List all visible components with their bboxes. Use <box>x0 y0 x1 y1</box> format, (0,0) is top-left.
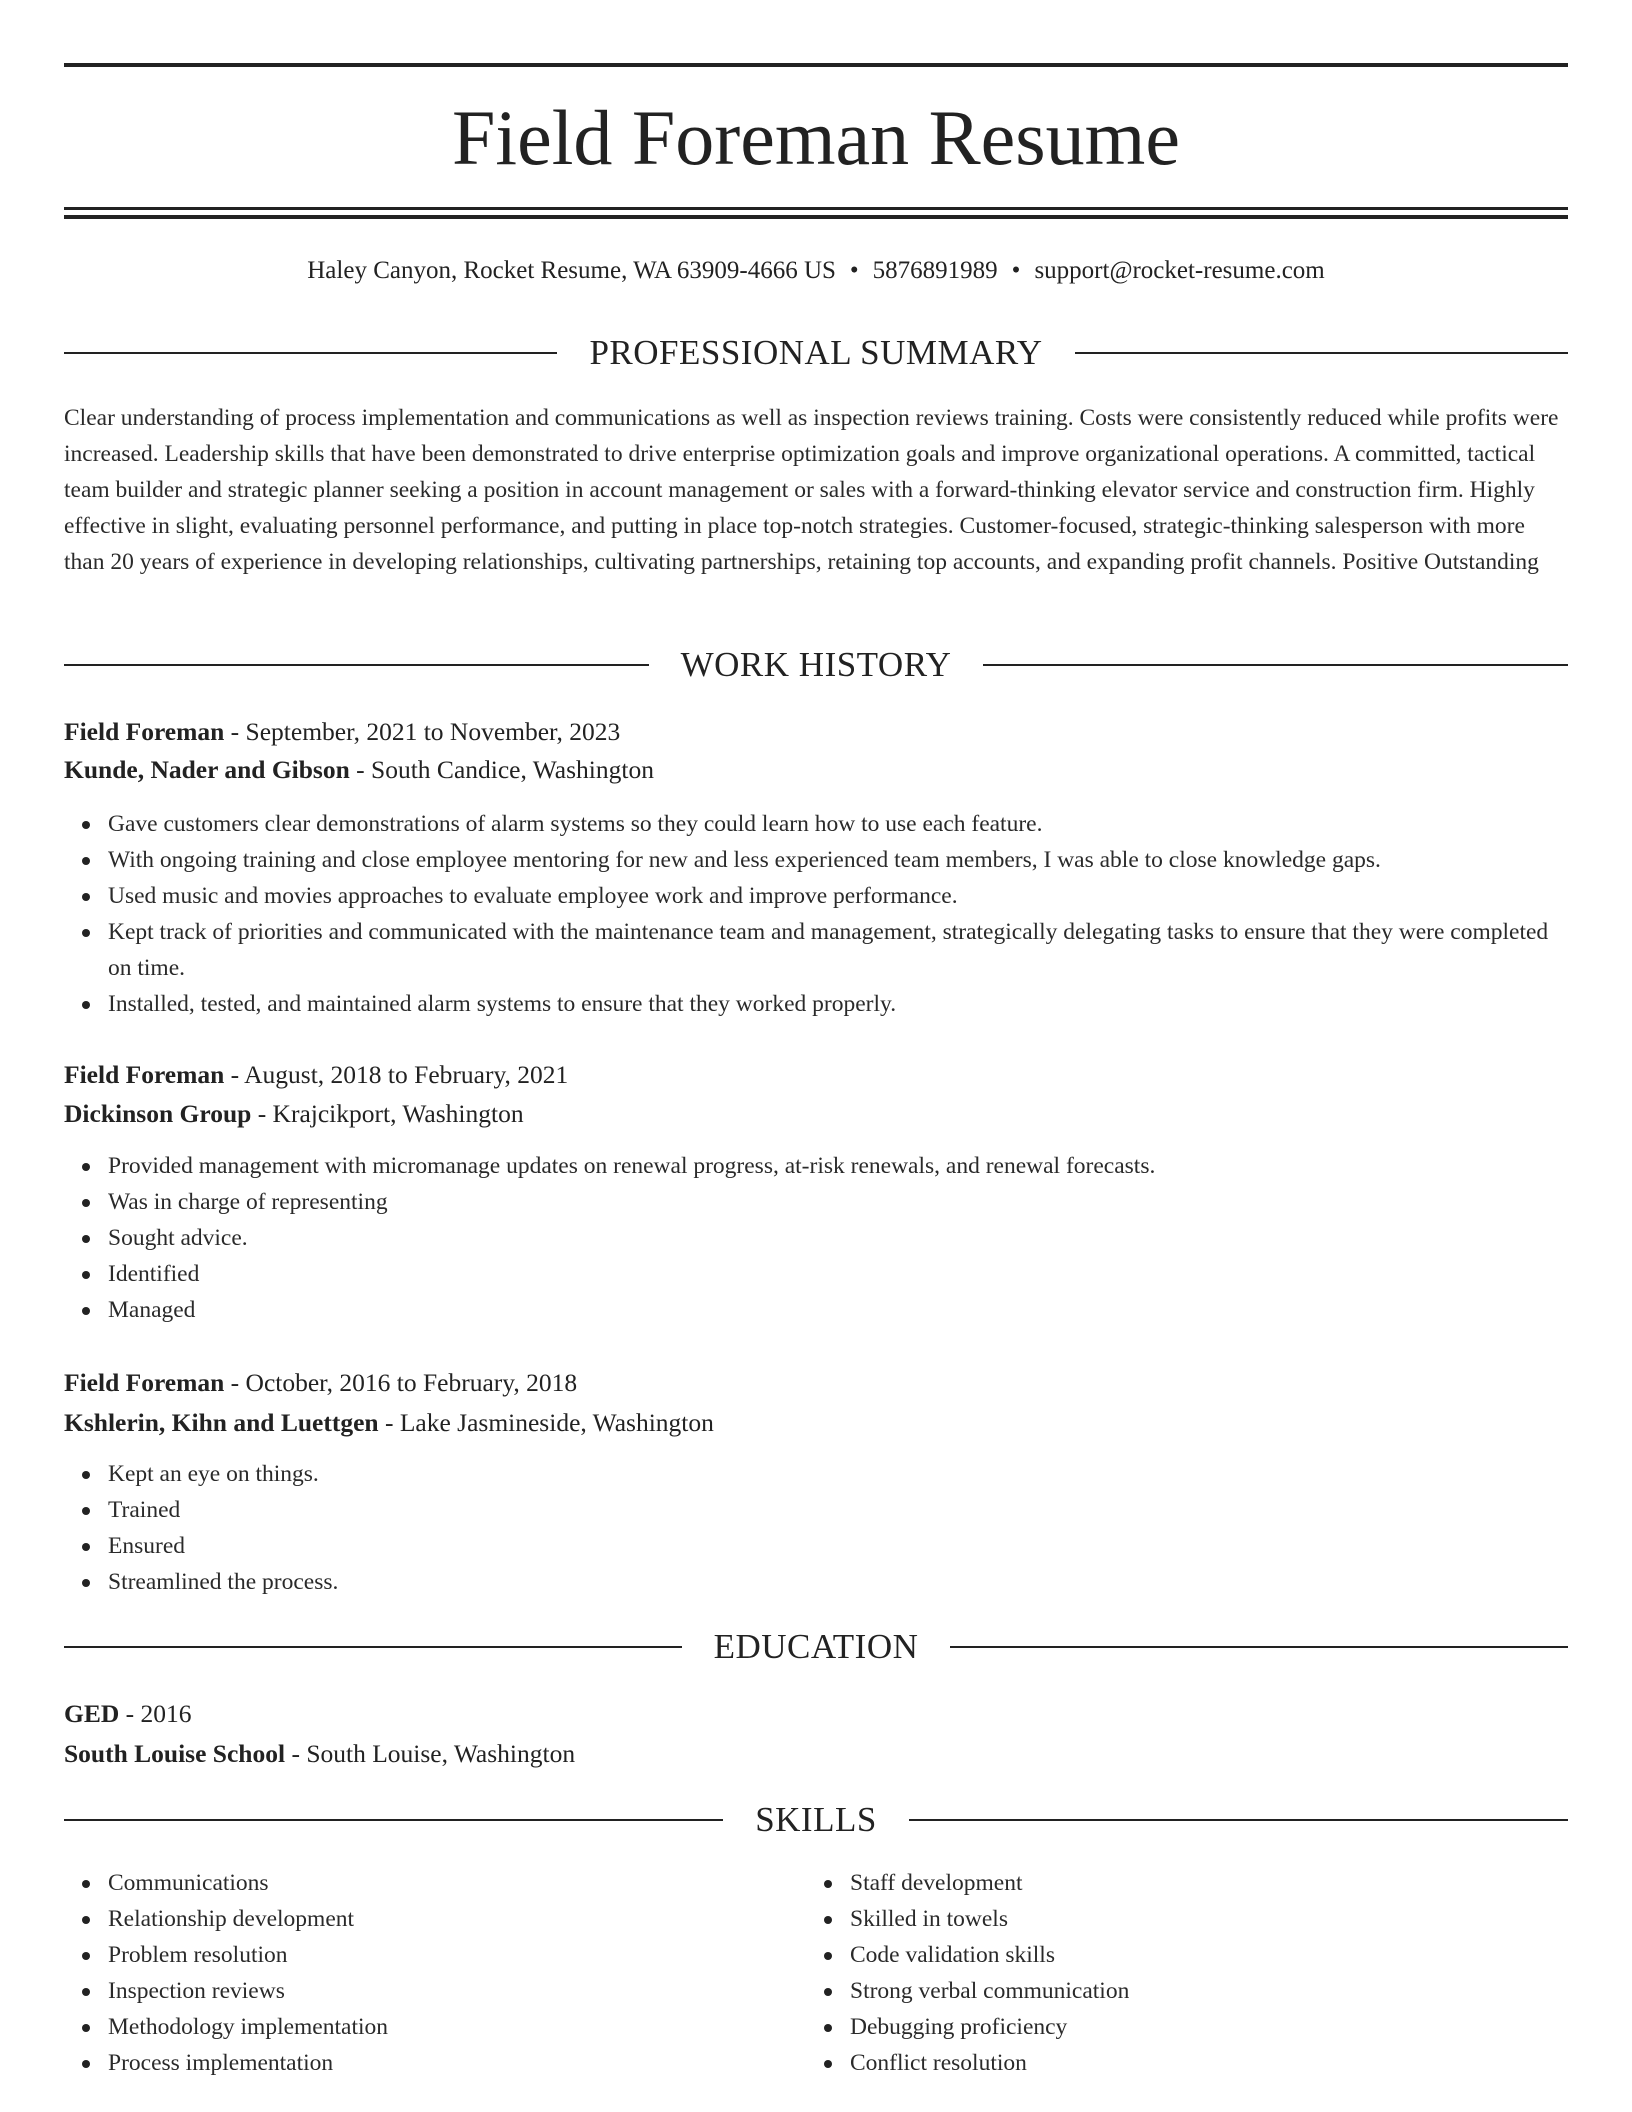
heading-rule <box>64 664 649 666</box>
education-year: - 2016 <box>119 1699 192 1728</box>
heading-rule <box>1075 352 1568 354</box>
job-company-line <box>64 752 1568 788</box>
education-school-line <box>64 1736 1568 1772</box>
job-title: Field Foreman <box>64 1060 225 1089</box>
education-school: South Louise School <box>64 1739 286 1768</box>
title-rule-upper <box>64 207 1568 210</box>
skill-item: Skilled in towels <box>806 1901 1632 1937</box>
education-degree: GED <box>64 1699 120 1728</box>
summary-paragraph: Clear understanding of process implementation and communications as well as inspection reviews training. Costs were consistently reduced while profits were increased. Leadership skills that have been demonstrated to drive enterprise optimization goals and improve organizational operations. A committed, tactical team builder and strategic planner seeking a position in account management or sales with a forward-thinking elevator service and construction firm. Highly effective in slight, evaluating personnel performance, and putting in place top-notch strategies. Customer-focused, strategic-thinking salesperson with more than 20 years of experience in developing relationships, cultivating partnerships, retaining top accounts, and expanding profit channels. Positive Outstanding <box>64 405 1559 575</box>
job-title: Field Foreman <box>64 1368 225 1397</box>
job-location: - Lake Jasmineside, Washington <box>378 1408 714 1437</box>
job-bullets <box>64 806 1568 1022</box>
skill-item: Methodology implementation <box>64 2009 1568 2045</box>
heading-rule <box>64 1819 723 1821</box>
job-title-line <box>64 1057 1568 1093</box>
job-bullets <box>64 1148 1568 1328</box>
education-degree-line <box>64 1696 1568 1732</box>
job-location: - South Candice, Washington <box>349 755 654 784</box>
heading-rule <box>950 1646 1568 1648</box>
section-heading-skills <box>64 1800 1568 1840</box>
job-company-line <box>64 1096 1568 1132</box>
list-item: Managed <box>64 1292 1568 1328</box>
skill-item: Code validation skills <box>806 1937 1632 1973</box>
list-item: With ongoing training and close employee mentoring for new and less experienced team members, I was able to close knowledge gaps. <box>64 842 1568 878</box>
section-title: EDUCATION <box>713 1627 919 1666</box>
job-company-line <box>64 1405 1568 1441</box>
section-title: PROFESSIONAL SUMMARY <box>589 333 1043 372</box>
list-item: Kept an eye on things. <box>64 1456 1568 1492</box>
list-item: Trained <box>64 1492 1568 1528</box>
skill-item: Staff development <box>806 1865 1632 1901</box>
title-rule-lower <box>64 215 1568 219</box>
contact-line <box>64 253 1568 289</box>
list-item: Identified <box>64 1256 1568 1292</box>
skill-item: Process implementation <box>64 2045 1568 2081</box>
job-dates: - August, 2018 to February, 2021 <box>224 1060 569 1089</box>
education-location: - South Louise, Washington <box>285 1739 576 1768</box>
job-company: Kshlerin, Kihn and Luettgen <box>64 1408 379 1437</box>
job-title: Field Foreman <box>64 717 225 746</box>
skill-item: Conflict resolution <box>806 2045 1632 2081</box>
job-dates: - September, 2021 to November, 2023 <box>224 717 621 746</box>
contact-separator: • <box>849 257 859 284</box>
section-heading-education <box>64 1627 1568 1667</box>
list-item: Was in charge of representing <box>64 1184 1568 1220</box>
job-title-line <box>64 1365 1568 1401</box>
section-heading-work-history <box>64 645 1568 685</box>
contact-email: support@rocket-resume.com <box>1034 257 1325 284</box>
list-item: Sought advice. <box>64 1220 1568 1256</box>
heading-rule <box>64 1646 682 1648</box>
list-item: Ensured <box>64 1528 1568 1564</box>
skill-item: Strong verbal communication <box>806 1973 1632 2009</box>
heading-rule <box>64 352 557 354</box>
job-company: Kunde, Nader and Gibson <box>64 755 350 784</box>
section-title: WORK HISTORY <box>680 645 952 684</box>
list-item: Installed, tested, and maintained alarm systems to ensure that they worked properly. <box>64 986 1568 1022</box>
section-title: SKILLS <box>755 1800 877 1839</box>
skill-item: Inspection reviews <box>64 1973 1568 2009</box>
skill-item: Debugging proficiency <box>806 2009 1632 2045</box>
list-item: Streamlined the process. <box>64 1564 1568 1600</box>
top-rule <box>64 63 1568 67</box>
contact-separator: • <box>1011 257 1021 284</box>
list-item: Gave customers clear demonstrations of alarm systems so they could learn how to use each feature. <box>64 806 1568 842</box>
job-location: - Krajcikport, Washington <box>251 1099 524 1128</box>
job-bullets <box>64 1456 1568 1600</box>
heading-rule <box>983 664 1568 666</box>
section-heading-summary <box>64 333 1568 373</box>
resume-title: Field Foreman Resume <box>452 94 1180 181</box>
contact-phone: 5876891989 <box>872 257 998 284</box>
job-title-line <box>64 714 1568 750</box>
heading-rule <box>909 1819 1568 1821</box>
skill-item: Relationship development <box>64 1901 1568 1937</box>
skill-item: Communications <box>64 1865 1568 1901</box>
list-item: Used music and movies approaches to evaluate employee work and improve performance. <box>64 878 1568 914</box>
job-dates: - October, 2016 to February, 2018 <box>224 1368 578 1397</box>
skill-item: Problem resolution <box>64 1937 1568 1973</box>
list-item: Provided management with micromanage updates on renewal progress, at-risk renewals, and renewal forecasts. <box>64 1148 1568 1184</box>
contact-address: Haley Canyon, Rocket Resume, WA 63909-4666 US <box>307 257 836 284</box>
list-item: Kept track of priorities and communicated with the maintenance team and management, strategically delegating tasks to ensure that they were completed on time. <box>64 914 1568 986</box>
skills-list-right <box>806 1865 1632 2081</box>
job-company: Dickinson Group <box>64 1099 252 1128</box>
